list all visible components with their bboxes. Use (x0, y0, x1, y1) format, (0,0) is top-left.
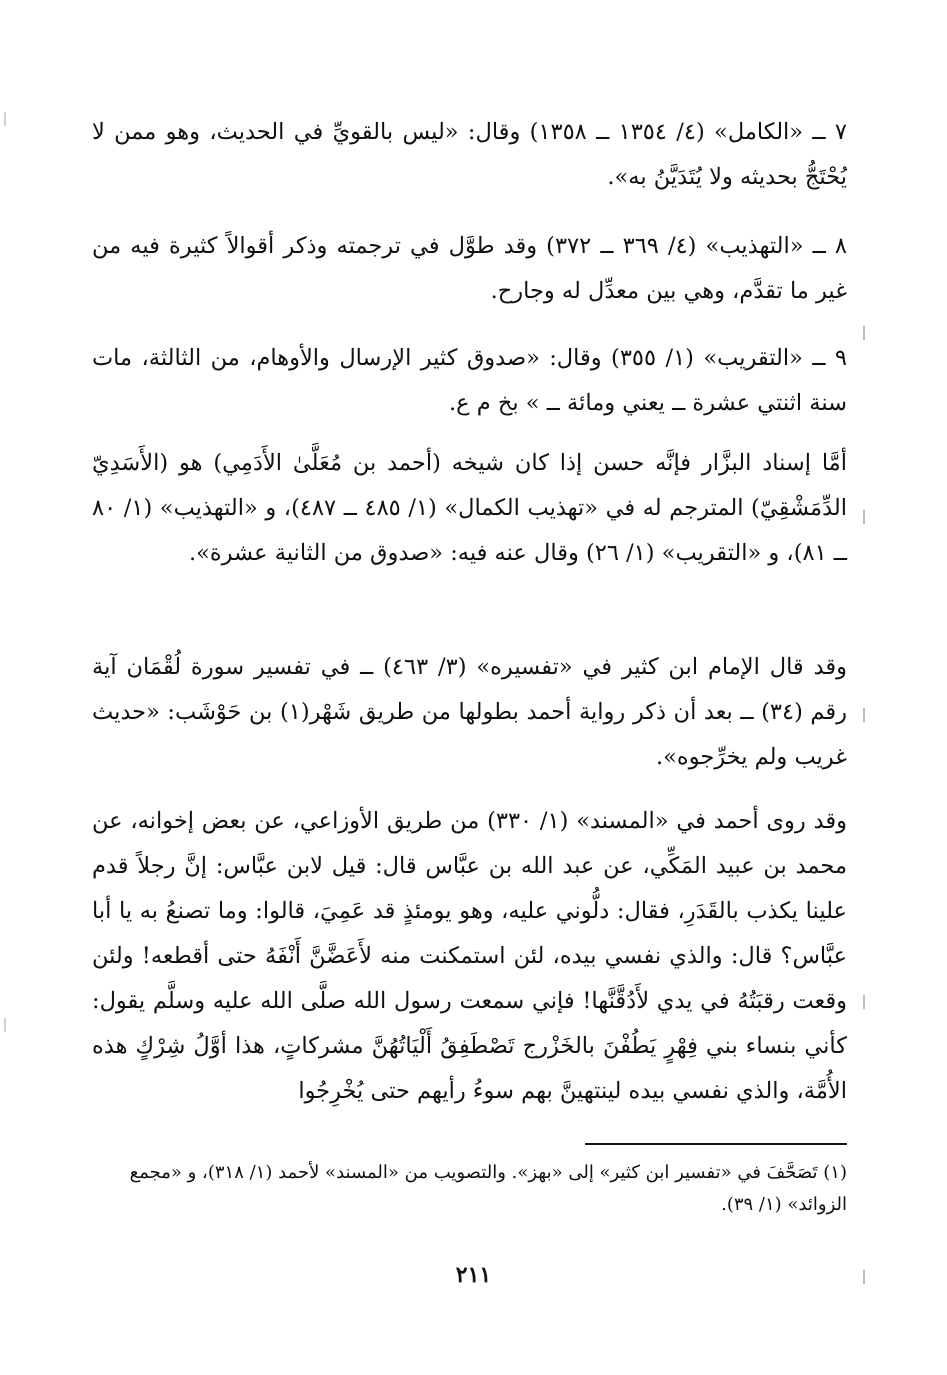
margin-mark (4, 112, 6, 126)
paragraph-ibn-kathir: وقد قال الإمام ابن كثير في «تفسيره» (٣/ ٤٦٣) ــ في تفسير سورة لُقْمَان آية رقم (٣٤) ــ بعد أن ذكر رواية أحمد بطولها من طريق شَهْر(١) بن حَوْشَب: «حديث غريب ولم يخرِّجوه». (92, 654, 847, 770)
paragraph-ahmad-musnad: وقد روى أحمد في «المسند» (١/ ٣٣٠) من طريق الأوزاعي، عن بعض إخوانه، عن محمد بن عبيد المَكِّي، عن عبد الله بن عبَّاس قال: قيل لابن عبَّاس: إنَّ رجلاً قدم علينا يكذب بالقَدَرِ، فقال: دلُّوني عليه، وهو يومئذٍ قد عَمِيَ، قالوا: وما تصنعُ به يا أبا عبَّاس؟ قال: والذي نفسي بيده، لئن استمكنت منه لأَعَضَّنَّ أَنْفَهُ حتى أقطعه! ولئن وقعت رقبَتُهُ في يدي لأَدُقَّنَّها! فإني سمعت رسول الله صلَّى الله عليه وسلَّم يقول: كأني بنساء بني فِهْرٍ يَطُفْنَ بالخَزْرج تَصْطَفِقُ أَلْيَاتُهُنَّ مشركاتٍ، هذا أوَّلُ شِرْكٍ هذه الأُمَّة، والذي نفسي بيده لينتهينَّ بهم سوءُ رأيهم حتى يُخْرِجُوا (92, 808, 847, 1104)
page-number: ٢١١ (455, 1262, 492, 1288)
margin-mark (863, 510, 865, 524)
margin-mark (4, 1018, 6, 1032)
margin-mark (863, 995, 865, 1009)
paragraph-item-8: ٨ ــ «التهذيب» (٤/ ٣٦٩ ــ ٣٧٢) وقد طوَّل في ترجمته وذكر أقوالاً كثيرة فيه من غير ما تقدَّم، وهي بين معدِّل له وجارح. (92, 233, 847, 304)
paragraph-item-7: ٧ ــ «الكامل» (٤/ ١٣٥٤ ــ ١٣٥٨) وقال: «ليس بالقويِّ في الحديث، وهو ممن لا يُحْتَجُّ بحديثه ولا يُتَدَيَّنُ به». (92, 119, 847, 190)
footnote-separator (585, 1143, 847, 1145)
footnote: (١) تَصَحَّفَ في «تفسير ابن كثير» إلى «بهز». والتصويب من «المسند» لأحمد (١/ ٣١٨)، و «مجمع الزوائد» (١/ ٣٩). (129, 1162, 847, 1215)
margin-mark (863, 708, 865, 722)
margin-mark (863, 326, 865, 340)
paragraph-item-9: ٩ ــ «التقريب» (١/ ٣٥٥) وقال: «صدوق كثير الإرسال والأوهام، من الثالثة، مات سنة اثنتي عشرة ــ يعني ومائة ــ » بخ م ع. (92, 345, 847, 416)
paragraph-bazzar-isnad: أمَّا إسناد البزَّار فإنَّه حسن إذا كان شيخه (أحمد بن مُعَلَّىٰ الأَدَمِي) هو (الأَسَدِيّ الدِّمَشْقِيّ) المترجم له في «تهذيب الكمال» (١/ ٤٨٥ ــ ٤٨٧)، و «التهذيب» (١/ ٨٠ ــ ٨١)، و «التقريب» (١/ ٢٦) وقال عنه فيه: «صدوق من الثانية عشرة». (92, 450, 847, 566)
margin-mark (863, 1270, 865, 1284)
